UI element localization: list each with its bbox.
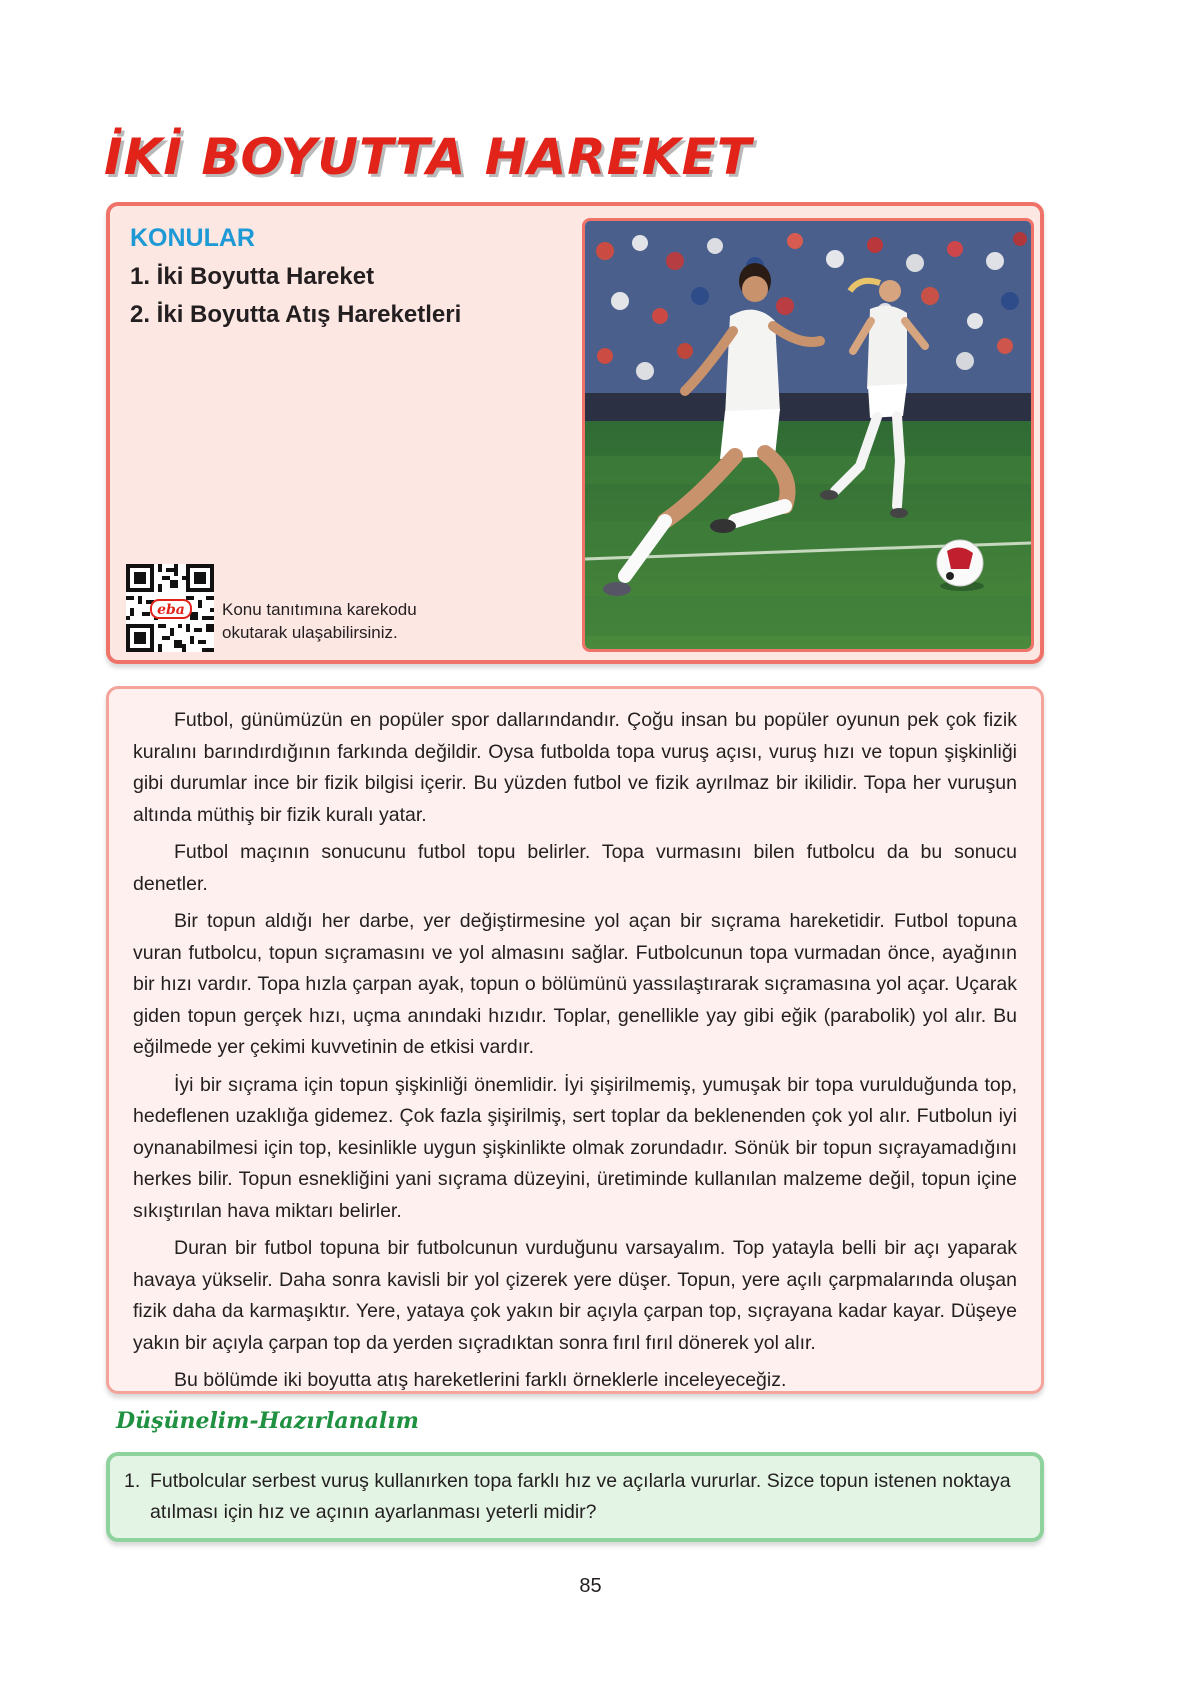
football-players-illustration	[585, 221, 1031, 649]
intro-paragraph: Futbol maçının sonucunu futbol topu belirler. Topa vurmasını bilen futbolcu da bu sonucu denetler.	[133, 841, 1017, 895]
topic-item: 2. İki Boyutta Atış Hareketleri	[130, 301, 462, 328]
topics-list	[130, 258, 461, 334]
question-box	[106, 1452, 1044, 1542]
qr-caption: Konu tanıtımına karekodu okutarak ulaşabilirsiniz.	[222, 600, 417, 642]
chapter-title: İKİ BOYUTTA HAREKET	[104, 128, 752, 186]
football-photo	[582, 218, 1034, 652]
topics-heading: KONULAR	[130, 224, 255, 252]
question-text: Futbolcular serbest vuruş kullanırken topa farklı hız ve açılarla vururlar. Sizce topun istenen noktaya atılması için hız ve açının ayarlanması yeterli midir?	[150, 1470, 1011, 1523]
prep-section-heading: Düşünelim-Hazırlanalım	[116, 1408, 419, 1434]
intro-paragraph: Futbol, günümüzün en popüler spor dallarındandır. Çoğu insan bu popüler oyunun pek çok fizik kuralını barındırdığının farkında değildir. Oysa futbolda topa vuruş açısı, vuruş hızı ve topun şişkinliği gibi durumlar ince bir fizik bilgisi içerir. Bu yüzden futbol ve fizik ayrılmaz bir ikilidir. Topa her vuruşun altında müthiş bir fizik kuralı yatar.	[133, 709, 1017, 826]
qr-code-icon[interactable]	[126, 564, 214, 652]
intro-paragraph: Bu bölümde iki boyutta atış hareketlerini farklı örneklerle inceleyeceğiz.	[174, 1369, 787, 1391]
intro-paragraph: Bir topun aldığı her darbe, yer değiştirmesine yol açan bir sıçrama hareketidir. Futbol topuna vuran futbolcu, topun sıçramasını ve yol almasını sağlar. Futbolcunun topa vurmadan önce, ayağının bir hızı vardır. Topa hızla çarpan ayak, topun o bölümünü yassılaştırarak sıçramasına yol açar. Uçarak giden topun gerçek hızı, uçma anındaki hızıdır. Toplar, genellikle yay gibi eğik (parabolik) yol alır. Bu eğilmede yer çekimi kuvvetinin de etkisi vardır.	[133, 910, 1017, 1058]
question-item	[124, 1466, 1024, 1528]
topic-item: 1. İki Boyutta Hareket	[130, 263, 375, 290]
question-number: 1.	[124, 1470, 141, 1492]
intro-paragraph: İyi bir sıçrama için topun şişkinliği önemlidir. İyi şişirilmemiş, yumuşak bir topa vurulduğunda top, hedeflenen uzaklığa gidemez. Çok fazla şişirilmiş, sert toplar da beklenenden çok yol alır. Futbolun iyi oynanabilmesi için top, kesinlikle uygun şişkinlikte olmak zorundadır. Sönük bir topun sıçrayamadığını herkes bilir. Topun esnekliğini yani sıçrama düzeyini, üretiminde kullanılan malzeme değil, topun içine sıkıştırılan hava miktarı belirler.	[133, 1073, 1017, 1222]
page-number: 85	[579, 1575, 602, 1597]
intro-text-box	[106, 686, 1044, 1394]
eba-logo: eba	[150, 599, 192, 619]
topics-box	[106, 202, 1044, 664]
intro-paragraph: Duran bir futbol topuna bir futbolcunun vurduğunu varsayalım. Top yatayla belli bir açı yaparak havaya yükselir. Daha sonra kavisli bir yol çizerek yere düşer. Topun, yere açılı çarpmalarında oluşan fizik daha da karmaşıktır. Yere, yataya çok yakın bir açıyla çarpan top, sıçrayana kadar kayar. Düşeye yakın bir açıyla çarpan top da yerden sıçradıktan sonra fırıl fırıl dönerek yol alır.	[133, 1237, 1017, 1354]
